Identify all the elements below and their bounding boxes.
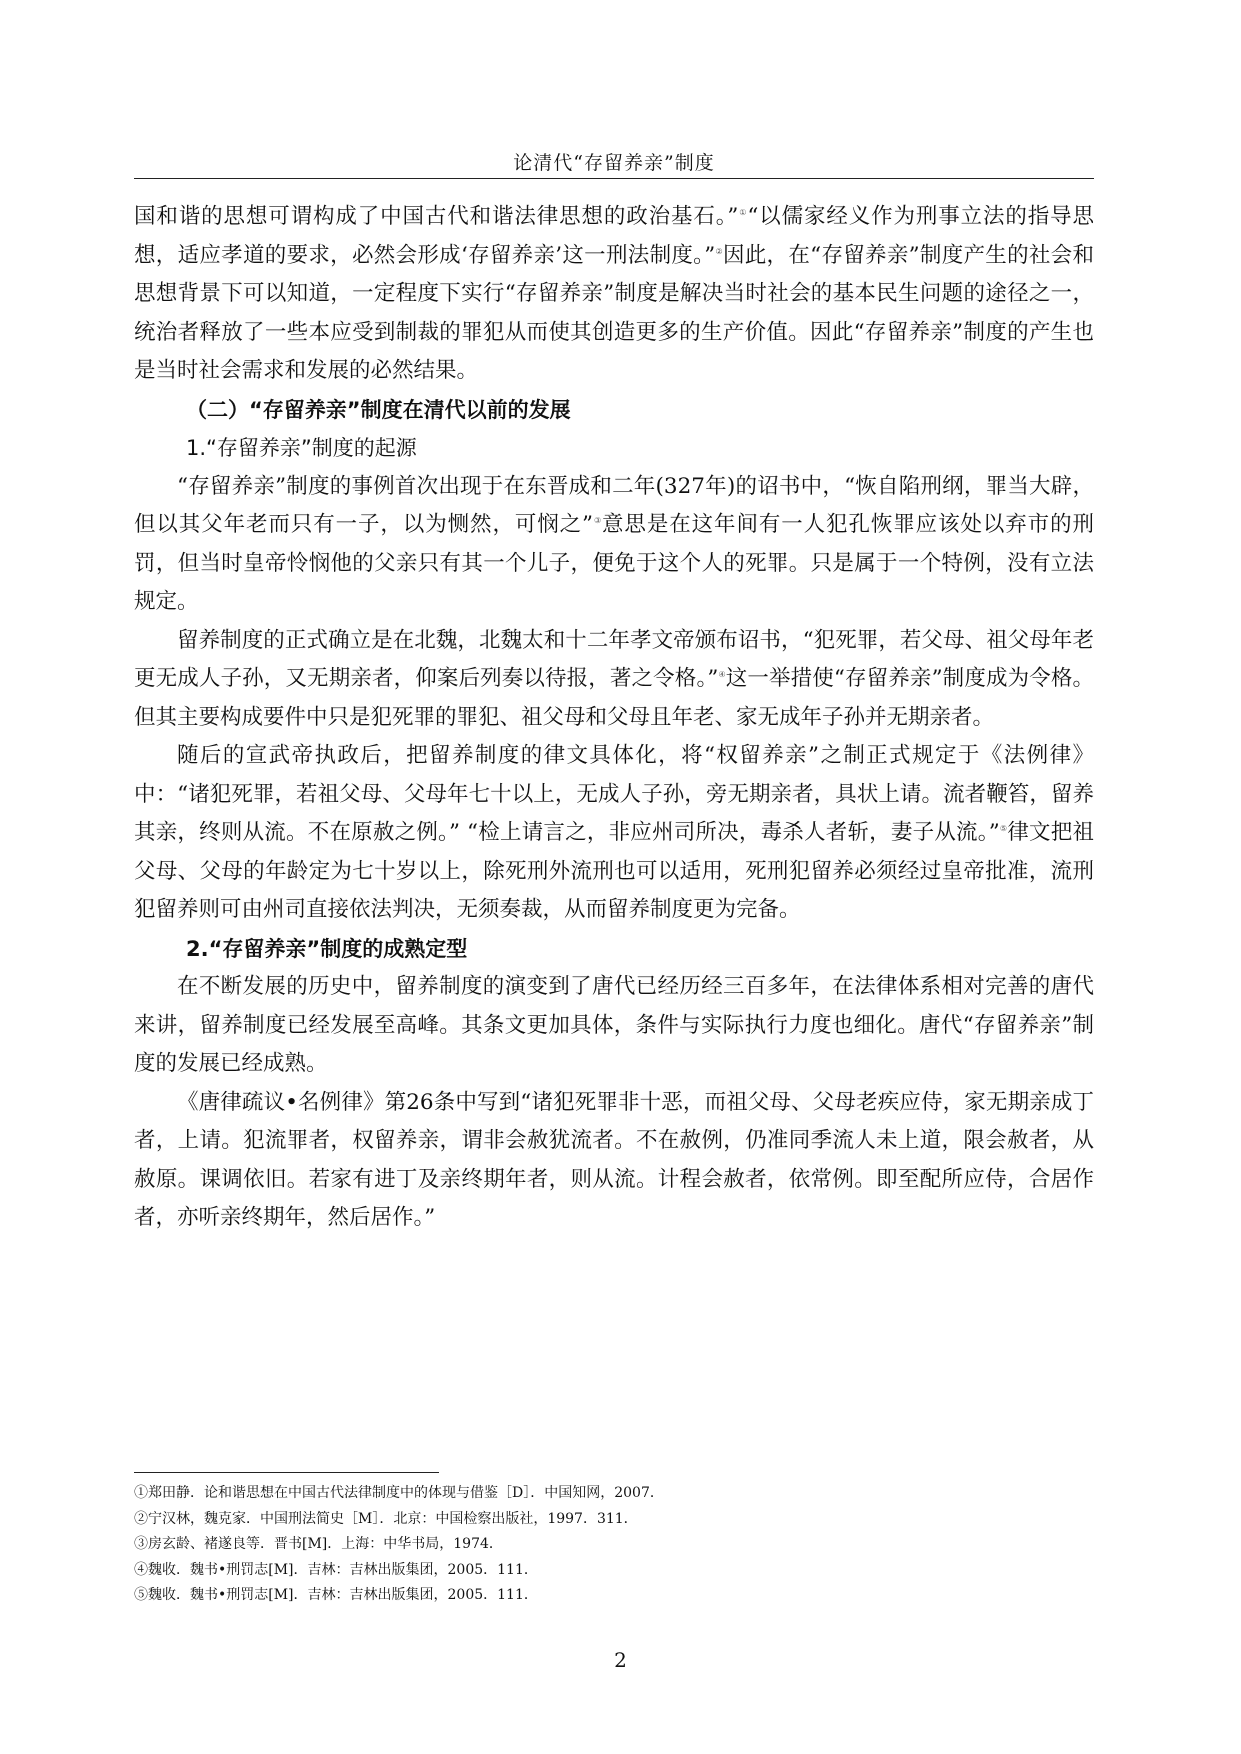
- running-header: 论清代“存留养亲”制度: [513, 152, 715, 174]
- paragraph: 国和谐的思想可谓构成了中国古代和谐法律思想的政治基石。”①“以儒家经义作为刑事立法的指导思想，适应孝道的要求，必然会形成‘存留养亲’这一刑法制度。”②因此，在“存留养亲”制度产生的社会和思想背景下可以知道，一定程度下实行“存留养亲”制度是解决当时社会的基本民生问题的途径之一，统治者释放了一些本应受到制裁的罪犯从而使其创造更多的生产价值。因此“存留养亲”制度的产生也是当时社会需求和发展的必然结果。: [134, 204, 1095, 383]
- header-divider: [134, 178, 1094, 179]
- paragraph: “存留养亲”制度的事例首次出现于在东晋成和二年(327年)的诏书中，“恢自陷刑纲，罪当大辟，但以其父年老而只有一子，以为恻然，可悯之”③意思是在这年间有一人犯孔恢罪应该处以弃市的刑罚，但当时皇帝怜悯他的父亲只有其一个儿子，便免于这个人的死罪。只是属于一个特例，没有立法规定。: [134, 473, 1094, 614]
- footnote-marker[interactable]: ④: [718, 669, 726, 679]
- footnote-item: ①郑田静．论和谐思想在中国古代法律制度中的体现与借鉴［D］．中国知网，2007．: [134, 1485, 664, 1501]
- footnote-item: ④魏收．魏书•刑罚志[M]．吉林：吉林出版集团，2005．111．: [134, 1561, 538, 1578]
- body-text: [134, 198, 1094, 1238]
- section-heading: （二）“存留养亲”制度在清代以前的发展: [186, 397, 571, 422]
- subsection-heading: 1.“存留养亲”制度的起源: [186, 436, 417, 460]
- paragraph: 留养制度的正式确立是在北魏，北魏太和十二年孝文帝颁布诏书，“犯死罪，若父母、祖父母年老更无成人子孙，又无期亲者，仰案后列奏以待报，著之令格。”④这一举措使“存留养亲”制度成为令格。但其主要构成要件中只是犯死罪的罪犯、祖父母和父母且年老、家无成年子孙并无期亲者。: [134, 627, 1094, 730]
- page-number: 2: [614, 1648, 627, 1672]
- footnote-marker[interactable]: ⑤: [999, 823, 1008, 833]
- paragraph: 在不断发展的历史中，留养制度的演变到了唐代已经历经三百多年，在法律体系相对完善的唐代来讲，留养制度已经发展至高峰。其条文更加具体，条件与实际执行力度也细化。唐代“存留养亲”制度的发展已经成熟。: [134, 974, 1094, 1076]
- footnotes: [134, 1481, 1094, 1609]
- footnote-divider: [134, 1472, 439, 1473]
- footnote-item: ⑤魏收．魏书•刑罚志[M]．吉林：吉林出版集团，2005．111．: [134, 1587, 538, 1603]
- footnote-marker[interactable]: ②: [715, 246, 723, 256]
- footnote-marker[interactable]: ③: [593, 515, 603, 525]
- footnote-marker[interactable]: ①: [738, 207, 748, 217]
- paragraph: 随后的宣武帝执政后，把留养制度的律文具体化，将“权留养亲”之制正式规定于《法例律》中：“诸犯死罪，若祖父母、父母年七十以上，无成人子孙，旁无期亲者，具状上请。流者鞭笞，留养其亲，终则从流。不在原赦之例。” “检上请言之，非应州司所决，毒杀人者斩，妻子从流。”⑤律文把祖父母、父母的年龄定为七十岁以上，除死刑外流刑也可以适用，死刑犯留养必须经过皇帝批准，流刑犯留养则可由州司直接依法判决，无须奏裁，从而留养制度更为完备。: [134, 743, 1094, 922]
- subsection-heading: 2.“存留养亲”制度的成熟定型: [186, 936, 468, 961]
- footnote-item: ③房玄龄、褚遂良等．晋书[M]．上海：中华书局，1974．: [134, 1536, 503, 1552]
- footnote-item: ②宁汉林，魏克家．中国刑法简史［M］．北京：中国检察出版社，1997．311．: [134, 1510, 638, 1527]
- paragraph: 《唐律疏议•名例律》第26条中写到“诸犯死罪非十恶，而祖父母、父母老疾应侍，家无期亲成丁者，上请。犯流罪者，权留养亲，谓非会赦犹流者。不在赦例，仍准同季流人未上道，限会赦者，从赦原。课调依旧。若家有进丁及亲终期年者，则从流。计程会赦者，依常例。即至配所应侍，合居作者，亦听亲终期年，然后居作。”: [134, 1089, 1094, 1230]
